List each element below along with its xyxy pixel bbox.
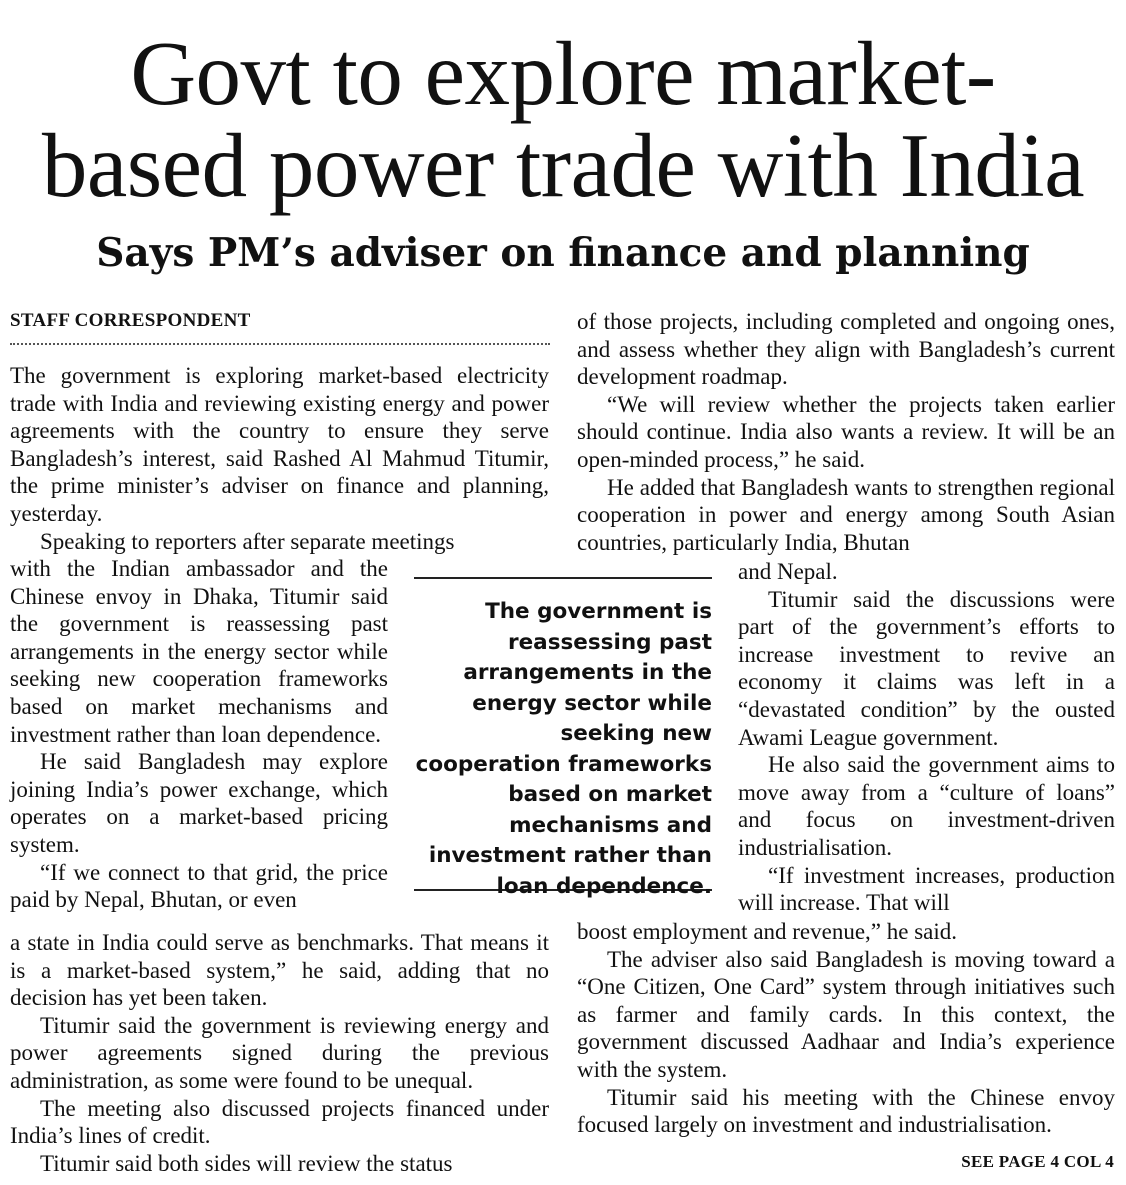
byline: STAFF CORRESPONDENT: [10, 309, 550, 345]
paragraph-14: The adviser also said Bangladesh is moving toward a “One Citizen, One Card” system through initiatives such as farmer and family cards. In this context, the government discussed Aadhaar and India’s experience with the system.: [577, 946, 1115, 1082]
pull-quote-text: The government is reassessing past arrangements in the energy sector while seeking new cooperation frameworks based on market mechanisms and investment rather than loan dependence.: [415, 599, 712, 899]
paragraph-13-rest: boost employment and revenue,” he said.: [577, 919, 958, 944]
headline-line-1: Govt to explore market-: [130, 23, 996, 124]
column-1-top: [10, 362, 549, 555]
paragraph-3: He said Bangladesh may explore joining India’s power exchange, which operates on a market-based pricing system.: [10, 749, 388, 857]
column-1-bottom: [10, 929, 549, 1177]
paragraph-10-lead: He added that Bangladesh wants to strengthen regional cooperation in power and energy among South Asian countries, particularly India, Bhutan: [577, 474, 1115, 555]
paragraph-2-rest: with the Indian ambassador and the Chinese envoy in Dhaka, Titumir said the government is reassessing past arrangements in the energy sector while seeking new cooperation frameworks based on market mechanisms and investment rather than loan dependence.: [10, 556, 388, 747]
column-2-bottom: [577, 918, 1115, 1139]
headline: [0, 23, 1126, 216]
column-2-top: [577, 308, 1115, 556]
paragraph-15: Titumir said his meeting with the Chinese envoy focused largely on investment and industrialisation.: [577, 1084, 1115, 1138]
paragraph-11: Titumir said the discussions were part of the government’s efforts to increase investment to revive an economy it claims was left in a “devastated condition” by the ousted Awami League government.: [738, 586, 1115, 750]
paragraph-8-cont: of those projects, including completed and ongoing ones, and assess whether they align with Bangladesh’s current development roadmap.: [577, 309, 1115, 390]
paragraph-2-lead: Speaking to reporters after separate meetings: [40, 528, 455, 554]
paragraph-9: “We will review whether the projects taken earlier should continue. India also wants a review. It will be an open-minded process,” he said.: [577, 391, 1115, 472]
paragraph-4-rest: a state in India could serve as benchmarks. That means it is a market-based system,” he said, adding that no decision has yet been taken.: [10, 930, 549, 1011]
jump-line: SEE PAGE 4 COL 4: [961, 1152, 1114, 1171]
headline-line-2: based power trade with India: [41, 115, 1085, 216]
subheadline: Says PM’s adviser on finance and planning: [96, 230, 1030, 276]
paragraph-13-lead: “If investment increases, production will increase. That will: [738, 862, 1115, 916]
paragraph-10-rest: and Nepal.: [738, 559, 838, 584]
paragraph-4-lead: “If we connect to that grid, the price paid by Nepal, Bhutan, or even: [10, 859, 388, 913]
column-1-narrow: [10, 555, 388, 914]
paragraph-5: Titumir said the government is reviewing energy and power agreements signed during the previous administration, as some were found to be unequal.: [10, 1012, 549, 1093]
paragraph-7: Titumir said both sides will review the status: [40, 1150, 453, 1176]
paragraph-1: The government is exploring market-based electricity trade with India and reviewing existing energy and power agreements with the country to ensure they serve Bangladesh’s interest, said Rashed Al Mahmud Titumir, the prime minister’s adviser on finance and planning, yesterday.: [10, 363, 549, 526]
pull-quote: [414, 577, 712, 899]
paragraph-6: The meeting also discussed projects financed under India’s lines of credit.: [10, 1095, 549, 1149]
column-2-narrow: [738, 558, 1115, 917]
paragraph-12: He also said the government aims to move away from a “culture of loans” and focus on investment-driven industrialisation.: [738, 752, 1115, 860]
